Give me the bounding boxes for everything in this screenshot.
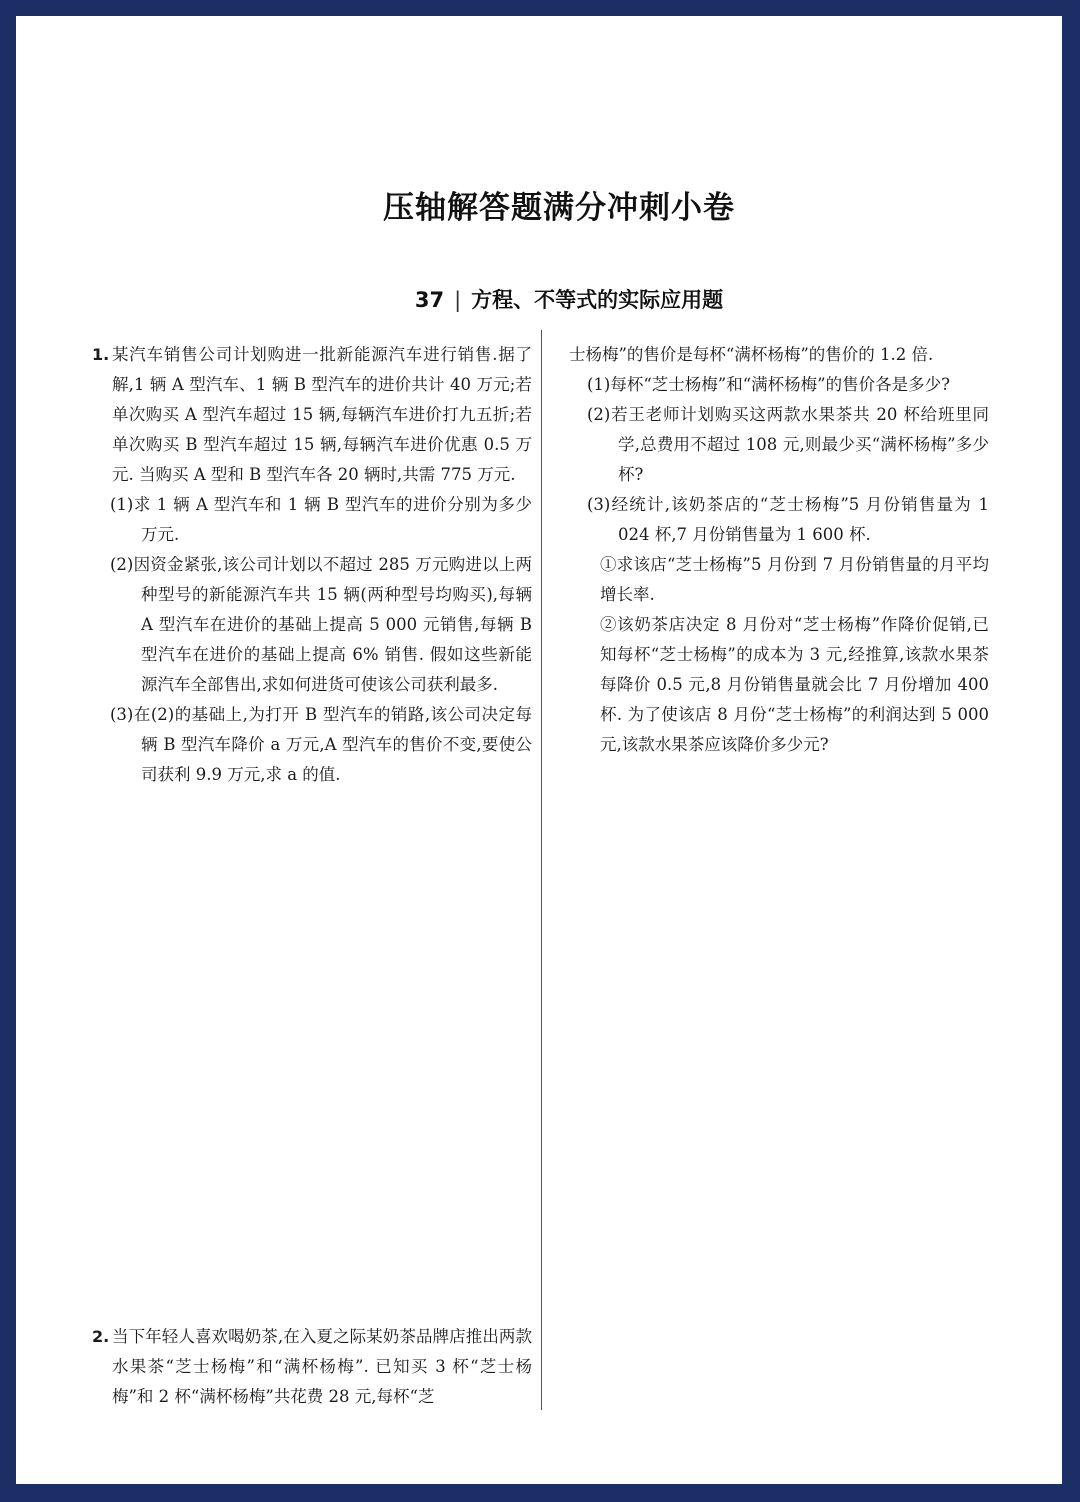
section-name: 方程、不等式的实际应用题 <box>471 288 724 312</box>
section-separator: | <box>454 288 462 312</box>
question-2-subpart-2: ②该奶茶店决定 8 月份对“芝士杨梅”作降价促销,已知每杯“芝士杨梅”的成本为 3 元,经推算,该款水果茶每降价 0.5 元,8 月份销售量就会比 7 月份增加 400 杯. 为了使该店 8 月份“芝士杨梅”的利润达到 5 000 元,该款水果茶应该降价多少元? <box>600 615 989 754</box>
question-2-subpart-1: ①求该店“芝士杨梅”5 月份到 7 月份销售量的月平均增长率. <box>600 555 989 604</box>
question-2-part-2: (2)若王老师计划购买这两款水果茶共 20 杯给班里同学,总费用不超过 108 元,则最少买“满杯杨梅”多少杯? <box>587 405 989 484</box>
worksheet-page <box>16 16 1062 1484</box>
question-2-part-3: (3)经统计,该奶茶店的“芝士杨梅”5 月份销售量为 1 024 杯,7 月份销售量为 1 600 杯. <box>587 495 989 544</box>
question-2-stem-continued: 士杨梅”的售价是每杯“满杯杨梅”的售价的 1.2 倍. <box>569 345 934 364</box>
question-1-stem-text: 某汽车销售公司计划购进一批新能源汽车进行销售.据了解,1 辆 A 型汽车、1 辆 B 型汽车的进价共计 40 万元;若单次购买 A 型汽车超过 15 辆,每辆汽车进价打九五折;若单次购买 B 型汽车超过 15 辆,每辆汽车进价优惠 0.5 万元. 当购买 A 型和 B 型汽车各 20 辆时,共需 775 万元. <box>112 345 532 484</box>
question-1-number: 1. <box>92 345 110 364</box>
question-1-part-3: (3)在(2)的基础上,为打开 B 型汽车的销路,该公司决定每辆 B 型汽车降价 a 万元,A 型汽车的售价不变,要使公司获利 9.9 万元,求 a 的值. <box>110 705 532 784</box>
question-2-number: 2. <box>92 1327 110 1346</box>
page-title: 压轴解答题满分冲刺小卷 <box>383 190 735 226</box>
section-number: 37 <box>414 288 445 312</box>
question-2-stem-text: 当下年轻人喜欢喝奶茶,在入夏之际某奶茶品牌店推出两款水果茶“芝士杨梅”和“满杯杨梅”. 已知买 3 杯“芝士杨梅”和 2 杯“满杯杨梅”共花费 28 元,每杯“芝 <box>112 1327 532 1406</box>
question-2-part-1: (1)每杯“芝士杨梅”和“满杯杨梅”的售价各是多少? <box>587 375 950 394</box>
question-1-part-2: (2)因资金紧张,该公司计划以不超过 285 万元购进以上两种型号的新能源汽车共 15 辆(两种型号均购买),每辆 A 型汽车在进价的基础上提高 5 000 元销售,每辆 B 型汽车在进价的基础上提高 6% 销售. 假如这些新能源汽车全部售出,求如何进货可使该公司获利最多. <box>110 555 532 694</box>
question-1-stem <box>92 340 532 490</box>
question-2-stem <box>92 1322 532 1412</box>
section-heading <box>16 284 1062 314</box>
question-1 <box>92 340 532 790</box>
column-divider <box>541 330 542 1410</box>
question-2-start <box>92 1322 532 1412</box>
question-2-continued <box>569 340 989 760</box>
question-1-part-1: (1)求 1 辆 A 型汽车和 1 辆 B 型汽车的进价分别为多少万元. <box>110 495 532 544</box>
